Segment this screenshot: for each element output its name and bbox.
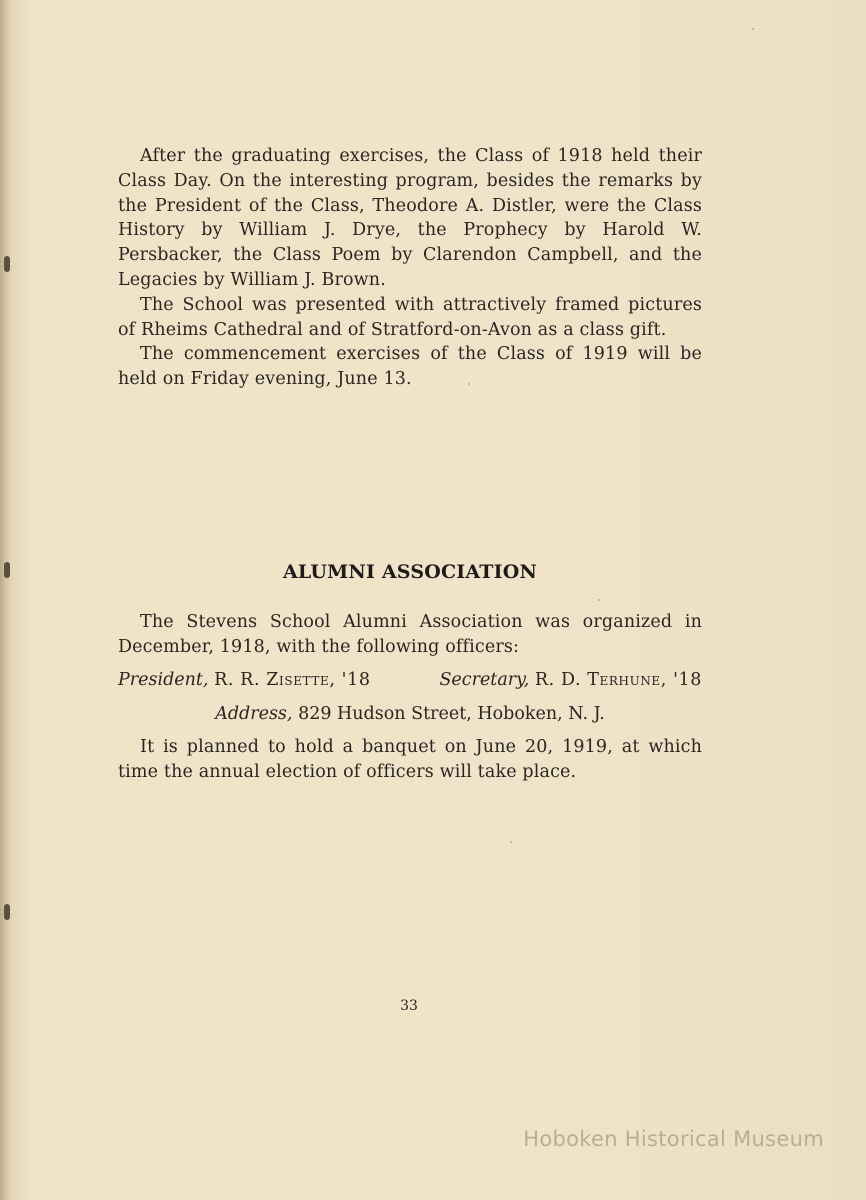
paper-speck [510,841,512,843]
secretary-entry [439,668,702,693]
secretary-title: Secretary, [439,670,530,690]
alumni-intro [118,610,702,660]
address-value: 829 Hudson Street, Hoboken, N. J. [298,704,605,724]
president-entry [118,668,371,693]
class-day-paragraph: After the graduating exercises, the Class of 1918 held their Class Day. On the interesting program, besides the remarks by the President of the Class, Theodore A. Distler, were the Class History by William J. Drye, the Prophecy by Harold W. Persbacker, the Class Poem by Clarendon Campbell, and the Legacies by William J. Brown. [118,146,702,290]
president-title: President, [118,670,209,690]
museum-watermark: Hoboken Historical Museum [523,1127,824,1151]
banquet-section [118,735,702,785]
officers-line [118,668,702,693]
staple-mark [4,562,10,578]
secretary-name: R. D. Terhune, '18 [534,670,702,690]
binding-edge [0,0,12,1200]
paper-speck [752,28,754,30]
alumni-intro-text: The Stevens School Alumni Association was organized in December, 1918, with the following officers: [118,612,702,657]
alumni-heading: ALUMNI ASSOCIATION [282,561,538,583]
paper-speck [598,599,600,601]
class-day-section [118,144,702,392]
address-line [118,702,702,727]
president-name: R. R. Zisette, '18 [214,670,371,690]
staple-mark [4,256,10,272]
class-gift-paragraph: The School was presented with attractively framed pictures of Rheims Cathedral and of Stratford-on-Avon as a class gift. [118,294,702,340]
commencement-paragraph: The commencement exercises of the Class of 1919 will be held on Friday evening, June 13. [118,344,702,390]
page-number: 33 [400,998,418,1014]
address-label: Address, [215,704,293,724]
banquet-paragraph: It is planned to hold a banquet on June 20, 1919, at which time the annual election of officers will take place. [118,737,702,782]
staple-mark [4,904,10,920]
